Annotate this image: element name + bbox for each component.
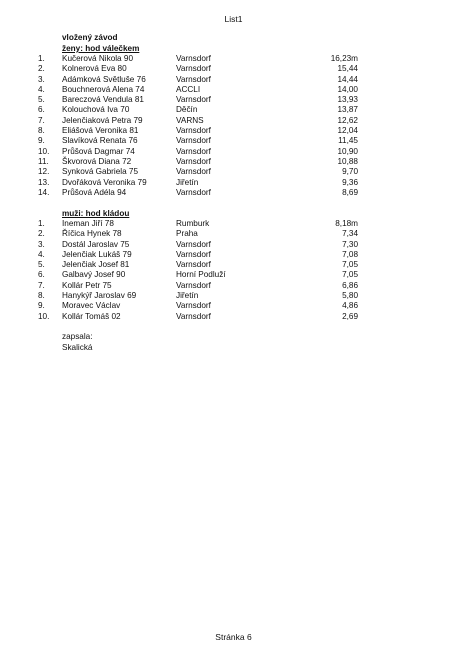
result-row <box>38 291 358 301</box>
result-cell: 16,23m <box>330 54 358 63</box>
rank-cell: 3. <box>38 74 45 84</box>
name-cell: Průšová Dagmar 74 <box>62 146 135 156</box>
club-cell: Rumburk <box>176 219 210 228</box>
name-cell: Adámková Světluše 76 <box>62 74 146 84</box>
rank-cell: 10. <box>38 311 50 321</box>
rank-cell: 9. <box>38 301 45 311</box>
name-cell: Bareczová Vendula 81 <box>62 95 144 105</box>
result-cell: 10,90 <box>337 146 358 156</box>
result-row <box>38 95 358 105</box>
page-header: List1 <box>224 14 243 24</box>
result-row <box>38 85 358 95</box>
name-cell: Kollár Petr 75 <box>62 280 112 290</box>
club-cell: Praha <box>176 229 198 239</box>
club-cell: Varnsdorf <box>176 301 211 311</box>
result-cell: 14,00 <box>337 84 358 94</box>
club-cell: Varnsdorf <box>176 249 211 259</box>
result-row <box>38 157 358 167</box>
result-row <box>38 167 358 177</box>
name-cell: Dostál Jaroslav 75 <box>62 239 130 249</box>
rank-cell: 13. <box>38 177 50 187</box>
rank-cell: 2. <box>38 229 45 239</box>
name-cell: Bouchnerová Alena 74 <box>62 84 145 94</box>
result-cell: 8,69 <box>342 187 358 197</box>
result-cell: 13,93 <box>337 95 358 105</box>
result-row <box>38 281 358 291</box>
rank-cell: 1. <box>38 54 45 63</box>
club-cell: Varnsdorf <box>176 64 211 74</box>
result-row <box>38 240 358 250</box>
rank-cell: 11. <box>38 156 49 166</box>
club-cell: Jiřetín <box>176 177 199 187</box>
club-cell: Varnsdorf <box>176 54 211 63</box>
result-row <box>38 250 358 260</box>
name-cell: Dvořáková Veronika 79 <box>62 177 147 187</box>
name-cell: Průšová Adéla 94 <box>62 187 127 197</box>
rank-cell: 12. <box>38 167 50 177</box>
name-cell: Říčica Hynek 78 <box>62 229 122 239</box>
rank-cell: 1. <box>38 219 45 228</box>
rank-cell: 6. <box>38 105 45 115</box>
name-cell: Slavíková Renata 76 <box>62 136 138 146</box>
result-cell: 7,08 <box>342 249 358 259</box>
men-results-list <box>38 219 358 322</box>
men-category-heading: muži: hod kládou <box>62 209 130 218</box>
result-cell: 4,86 <box>342 301 358 311</box>
rank-cell: 7. <box>38 280 45 290</box>
club-cell: Varnsdorf <box>176 260 211 270</box>
result-row <box>38 126 358 136</box>
club-cell: ACCLI <box>176 84 201 94</box>
result-row <box>38 136 358 146</box>
recorder-label: zapsala: <box>62 332 93 341</box>
men-results-section <box>38 208 358 322</box>
result-cell: 6,86 <box>342 280 358 290</box>
name-cell: Moravec Václav <box>62 301 121 311</box>
club-cell: Varnsdorf <box>176 156 211 166</box>
name-cell: Jelenčiak Lukáš 79 <box>62 249 132 259</box>
name-cell: Synková Gabriela 75 <box>62 167 139 177</box>
result-cell: 14,44 <box>337 74 358 84</box>
club-cell: Děčín <box>176 105 198 115</box>
result-row <box>38 270 358 280</box>
result-cell: 5,80 <box>342 291 358 301</box>
name-cell: Kolnerová Eva 80 <box>62 64 127 74</box>
name-cell: Eliášová Veronika 81 <box>62 126 139 136</box>
result-cell: 7,05 <box>342 260 358 270</box>
result-cell: 7,34 <box>342 229 358 239</box>
result-row <box>38 64 358 74</box>
result-cell: 13,87 <box>337 105 358 115</box>
club-cell: Varnsdorf <box>176 146 211 156</box>
result-cell: 7,30 <box>342 239 358 249</box>
name-cell: Jelenčiaková Petra 79 <box>62 115 143 125</box>
name-cell: Škvorová Diana 72 <box>62 156 132 166</box>
rank-cell: 14. <box>38 187 50 197</box>
result-cell: 8,18m <box>335 219 358 228</box>
result-cell: 9,36 <box>342 177 358 187</box>
rank-cell: 10. <box>38 146 50 156</box>
result-cell: 15,44 <box>337 64 358 74</box>
recorder-name: Skalická <box>62 343 93 352</box>
result-row <box>38 105 358 115</box>
women-results-list <box>38 54 358 198</box>
club-cell: Varnsdorf <box>176 95 211 105</box>
club-cell: Varnsdorf <box>176 136 211 146</box>
result-row <box>38 188 358 198</box>
page-footer: Stránka 6 <box>215 632 252 642</box>
result-row <box>38 219 358 229</box>
name-cell: Kollár Tomáš 02 <box>62 311 121 321</box>
result-cell: 10,88 <box>337 156 358 166</box>
rank-cell: 3. <box>38 239 45 249</box>
result-row <box>38 229 358 239</box>
result-row <box>38 54 358 64</box>
club-cell: Varnsdorf <box>176 126 211 136</box>
result-row <box>38 147 358 157</box>
result-row <box>38 116 358 126</box>
club-cell: Varnsdorf <box>176 311 211 321</box>
result-row <box>38 178 358 188</box>
women-category-heading: ženy: hod válečkem <box>62 44 140 53</box>
result-cell: 2,69 <box>342 311 358 321</box>
rank-cell: 6. <box>38 270 45 280</box>
club-cell: Varnsdorf <box>176 74 211 84</box>
club-cell: Jiřetín <box>176 291 199 301</box>
rank-cell: 8. <box>38 126 45 136</box>
name-cell: Kolouchová Iva 70 <box>62 105 130 115</box>
result-row <box>38 301 358 311</box>
result-cell: 11,45 <box>338 136 358 146</box>
club-cell: Varnsdorf <box>176 167 211 177</box>
result-cell: 7,05 <box>342 270 358 280</box>
club-cell: Varnsdorf <box>176 280 211 290</box>
rank-cell: 4. <box>38 249 45 259</box>
rank-cell: 4. <box>38 84 45 94</box>
recorder-note <box>62 331 93 353</box>
section-title: vložený závod <box>62 33 118 42</box>
club-cell: Horní Podluží <box>176 270 226 280</box>
result-cell: 12,62 <box>337 115 358 125</box>
result-cell: 9,70 <box>342 167 358 177</box>
name-cell: Galbavý Josef 90 <box>62 270 126 280</box>
result-row <box>38 260 358 270</box>
women-results-section <box>38 32 358 198</box>
rank-cell: 7. <box>38 115 45 125</box>
club-cell: VARNS <box>176 115 204 125</box>
result-row <box>38 75 358 85</box>
name-cell: Jelenčiak Josef 81 <box>62 260 130 270</box>
rank-cell: 5. <box>38 260 45 270</box>
name-cell: Hanykýř Jaroslav 69 <box>62 291 137 301</box>
name-cell: Ineman Jiří 78 <box>62 219 114 228</box>
rank-cell: 5. <box>38 95 45 105</box>
rank-cell: 8. <box>38 291 45 301</box>
club-cell: Varnsdorf <box>176 239 211 249</box>
rank-cell: 2. <box>38 64 45 74</box>
result-cell: 12,04 <box>337 126 358 136</box>
club-cell: Varnsdorf <box>176 187 211 197</box>
rank-cell: 9. <box>38 136 45 146</box>
name-cell: Kučerová Nikola 90 <box>62 54 133 63</box>
result-row <box>38 312 358 322</box>
